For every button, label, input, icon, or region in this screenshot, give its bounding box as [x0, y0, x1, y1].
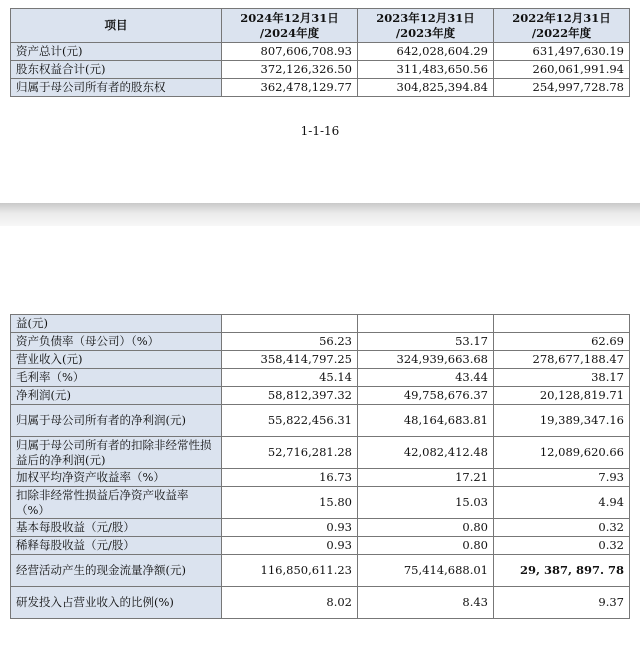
cell-2023: 642,028,604.29: [358, 43, 494, 61]
cell-2022: 0.32: [494, 519, 630, 537]
cell-2022: 19,389,347.16: [494, 405, 630, 437]
cell-2023: 0.80: [358, 537, 494, 555]
cell-2023: 311,483,650.56: [358, 61, 494, 79]
cell-2022: 0.32: [494, 537, 630, 555]
cell-2023: 49,758,676.37: [358, 387, 494, 405]
table-row: [11, 405, 630, 437]
table-row: [11, 555, 630, 587]
cell-2024: 52,716,281.28: [222, 437, 358, 469]
table-row: [11, 369, 630, 387]
cell-2022: [494, 315, 630, 333]
cell-2023: 53.17: [358, 333, 494, 351]
row-label: 毛利率（%）: [11, 369, 222, 387]
header-2022: [494, 9, 630, 43]
cell-2024: 15.80: [222, 487, 358, 519]
row-label: 益(元): [11, 315, 222, 333]
row-label: 基本每股收益（元/股）: [11, 519, 222, 537]
cell-2023: 48,164,683.81: [358, 405, 494, 437]
table-row: [11, 61, 630, 79]
cell-2022: 278,677,188.47: [494, 351, 630, 369]
cell-2024: 56.23: [222, 333, 358, 351]
cell-2024: 807,606,708.93: [222, 43, 358, 61]
cell-2024: 16.73: [222, 469, 358, 487]
table-row: [11, 469, 630, 487]
cell-2024: 0.93: [222, 537, 358, 555]
page-break-divider: [0, 203, 640, 226]
cell-2023: [358, 315, 494, 333]
cell-2023: 17.21: [358, 469, 494, 487]
cell-2022: 12,089,620.66: [494, 437, 630, 469]
page-number: 1-1-16: [300, 124, 340, 138]
table-row: [11, 437, 630, 469]
table-row: [11, 587, 630, 619]
table-row: [11, 537, 630, 555]
cell-2024: 362,478,129.77: [222, 79, 358, 97]
row-label: 扣除非经常性损益后净资产收益率（%）: [11, 487, 222, 519]
row-label: 资产负债率（母公司）（%）: [11, 333, 222, 351]
header-2023-text: 2023年12月31日 /2023年度: [376, 10, 475, 40]
row-label: 研发投入占营业收入的比例(%): [11, 587, 222, 619]
header-2024: [222, 9, 358, 43]
table-row: [11, 351, 630, 369]
table-header-row: [11, 9, 630, 43]
cell-2023: 75,414,688.01: [358, 555, 494, 587]
cell-2024: 45.14: [222, 369, 358, 387]
row-label: 营业收入(元): [11, 351, 222, 369]
header-2024-text: 2024年12月31日 /2024年度: [240, 10, 339, 40]
cell-2023: 42,082,412.48: [358, 437, 494, 469]
cell-2022: 7.93: [494, 469, 630, 487]
cell-2024: 116,850,611.23: [222, 555, 358, 587]
row-label: 股东权益合计(元): [11, 61, 222, 79]
cell-2024: 8.02: [222, 587, 358, 619]
cell-2022: 20,128,819.71: [494, 387, 630, 405]
table-row: [11, 79, 630, 97]
table-row: [11, 519, 630, 537]
cell-2023: 43.44: [358, 369, 494, 387]
cell-2024: 55,822,456.31: [222, 405, 358, 437]
table-row: [11, 315, 630, 333]
cell-2022: 38.17: [494, 369, 630, 387]
row-label: 净利润(元): [11, 387, 222, 405]
row-label: 稀释每股收益（元/股）: [11, 537, 222, 555]
row-label: 资产总计(元): [11, 43, 222, 61]
cell-2022: 254,997,728.78: [494, 79, 630, 97]
cell-2024: 0.93: [222, 519, 358, 537]
cell-2022: 29, 387, 897. 78: [494, 555, 630, 587]
cell-2022: 260,061,991.94: [494, 61, 630, 79]
table-row: [11, 487, 630, 519]
cell-2024: [222, 315, 358, 333]
cell-2023: 8.43: [358, 587, 494, 619]
cell-2023: 324,939,663.68: [358, 351, 494, 369]
cell-2023: 0.80: [358, 519, 494, 537]
summary-table-bottom: [10, 314, 630, 619]
row-label: 归属于母公司所有者的股东权: [11, 79, 222, 97]
summary-table-top: [10, 8, 630, 97]
row-label: 经营活动产生的现金流量净额(元): [11, 555, 222, 587]
table-row: [11, 333, 630, 351]
header-2022-text: 2022年12月31日 /2022年度: [512, 10, 611, 40]
cell-2024: 58,812,397.32: [222, 387, 358, 405]
cell-2023: 304,825,394.84: [358, 79, 494, 97]
table-row: [11, 43, 630, 61]
cell-2022: 4.94: [494, 487, 630, 519]
cell-2024: 358,414,797.25: [222, 351, 358, 369]
cell-2022: 9.37: [494, 587, 630, 619]
row-label: 加权平均净资产收益率（%）: [11, 469, 222, 487]
cell-2024: 372,126,326.50: [222, 61, 358, 79]
cell-2022: 631,497,630.19: [494, 43, 630, 61]
header-2023: [358, 9, 494, 43]
row-label: 归属于母公司所有者的净利润(元): [11, 405, 222, 437]
header-item: 项目: [11, 9, 222, 43]
row-label: 归属于母公司所有者的扣除非经常性损益后的净利润(元): [11, 437, 222, 469]
cell-2022: 62.69: [494, 333, 630, 351]
table-row: [11, 387, 630, 405]
cell-2023: 15.03: [358, 487, 494, 519]
